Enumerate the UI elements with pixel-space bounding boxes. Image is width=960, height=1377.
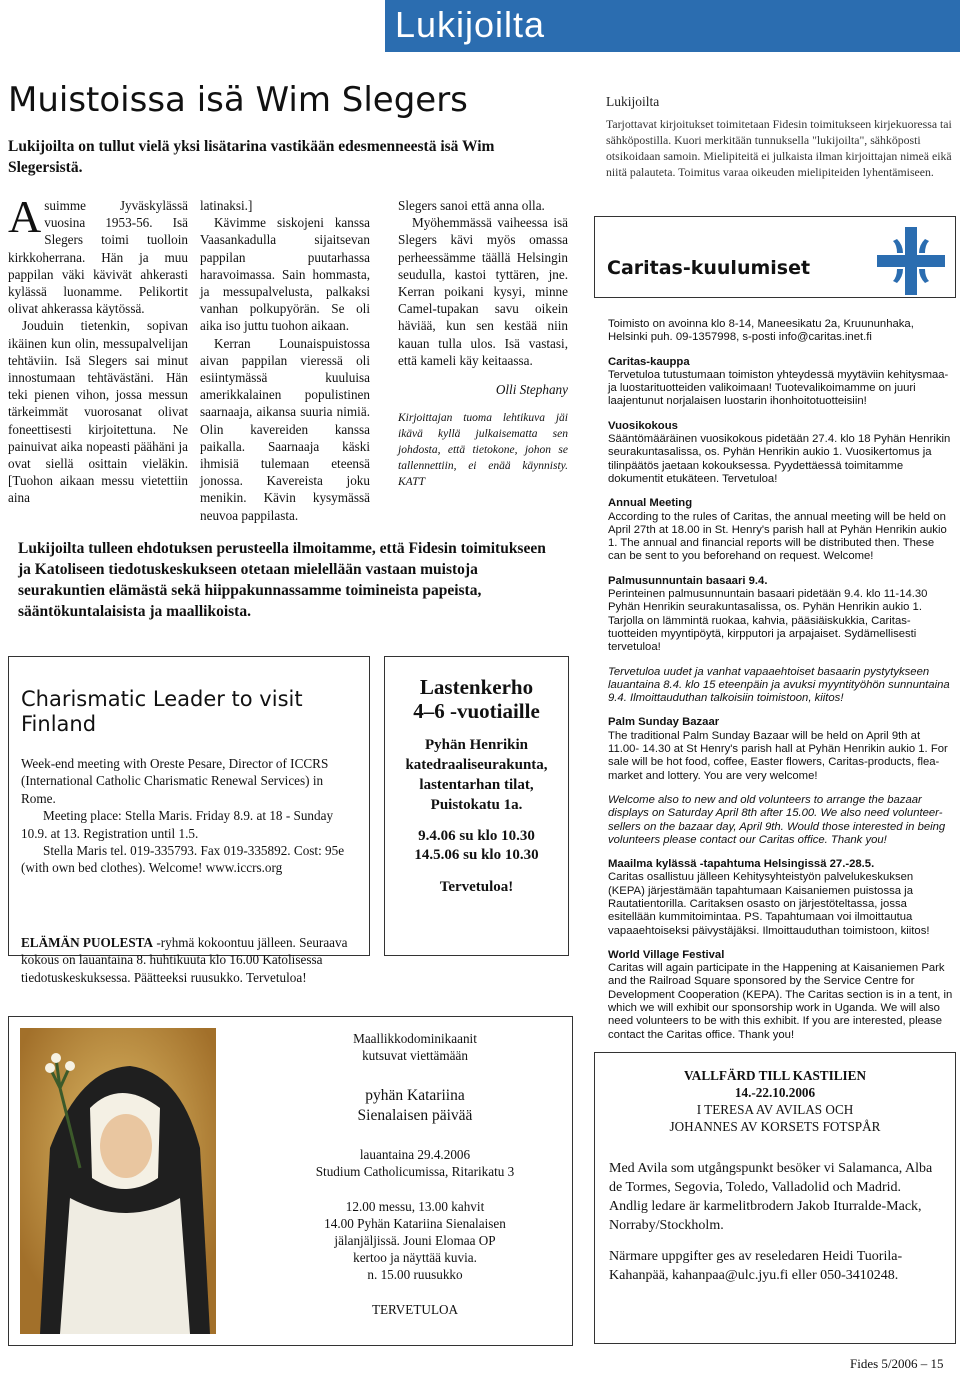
charismatic-title: Charismatic Leader to visit Finland [21, 687, 303, 736]
announcement: Lukijoilta tulleen ehdotuksen perusteella ilmoitamme, että Fidesin toimitukseen ja Katoliseen tiedotuskeskukseen otetaan mielellään vastaan muistoja seurakuntien elämästä sekä hiippakunnassamme toimineista papeista, sääntökuntalaisista ja maallikoista. [18, 540, 546, 620]
caritas-item: Maailma kylässä -tapahtuma Helsingissä 27.-28.5. Caritas osallistuu jälleen Kehitysyhteistyön palvelukeskuksen (KEPA) järjestämään tapahtumaan Kaisaniemen puistossa ja Rautatientorilla. Caritaksen osasto on järjestöteltassa, jossa esitellään kummitoimintaa. PS. Tapahtumaan voi ilmoittautua vapaaehtoiseksi päivystäjäksi. Ilmoittauduthan toimistoon, kiitos! [608, 858, 930, 937]
saint-catherine-painting [20, 1028, 216, 1334]
charismatic-paragraph: Week-end meeting with Oreste Pesare, Director of ICCRS (International Catholic Charismatic Renewal Services) in Rome. [21, 756, 329, 806]
article-column-2 [200, 197, 370, 524]
caritas-intro: Toimisto on avoinna klo 8-14, Maneesikatu 2a, Kruununhaka, Helsinki puh. 09-1357998, s-posti info@caritas.inet.fi [608, 318, 914, 344]
article-paragraph: Kävimme siskojeni kanssa Vaasankadulla sijaitsevan pappilan puutarhassa haravoimassa. Sain hommasta, ja messupalvelusta, palkaksi vanhan polkupyörän. Se oli aika iso juttu tuohon aikaan. [200, 215, 370, 334]
poster-program: 12.00 messu, 13.00 kahvit [345, 1199, 485, 1214]
vallfard-heading: VALLFÄRD TILL KASTILIEN 14.-22.10.2006 I TERESA AV AVILAS OCH JOHANNES AV KORSETS FOTSPÅR [669, 1068, 881, 1134]
caritas-item: World Village Festival Caritas will again participate in the Happening at Kaisaniemen Park and the Railroad Square sponsored by the Service Centre for Development Cooperation (KEPA). The Caritas section is in a tent, in which we will exhibit our sponsorship work in Uganda. We will also need volunteers to be with this exhibit. If you are interested, please contact the Caritas office. Thank you! [608, 948, 953, 1041]
article-lead: Lukijoilta on tullut vielä yksi lisätarina vastikään edesmenneestä isä Wim Slegersistä. [8, 138, 495, 176]
charismatic-leader-box [8, 656, 370, 985]
poster-program: n. 15.00 ruusukko [367, 1267, 463, 1282]
caritas-item: Palm Sunday Bazaar The traditional Palm Sunday Bazaar will be held on April 9th at 11.00- 14.30 at St Henry's parish hall at Pyhän Henrikin aukio 1. For sale will be hot food, coffee, Easter flowers, Caritas-products, flea-market and lottery. You are very welcome! [608, 716, 948, 782]
caritas-item: Annual Meeting According to the rules of Caritas, the annual meeting will be held on April 27th at 18.00 in St. Henry's parish hall at Pyhän Henrikin aukio 1. The annual and financial reports will be distributed then. These can be sent to you beforehand on request. Welcome! [608, 497, 947, 563]
vallfard-paragraph: Närmare uppgifter ges av reseledaren Heidi Tuorila-Kahanpää, kahanpaa@ulc.jyu.fi eller 050-3410248. [609, 1249, 903, 1283]
caritas-item: Caritas-kauppa Tervetuloa tutustumaan toimiston yhteydessä myytäviin kehitysmaa- ja luostarituotteiden valikoimaan! Tuotevalikoimamme on juuri laajentunut norjalaisen luostarin ihonhoitotuotteisiin! [608, 355, 949, 408]
charismatic-paragraph: Meeting place: Stella Maris. Friday 8.9. at 18 - Sunday 10.9. at 13. Registration until 1.5. [21, 808, 334, 841]
article-title: Muistoissa isä Wim Slegers [8, 80, 468, 120]
caritas-item: Vuosikokous Sääntömääräinen vuosikokous pidetään 27.4. klo 18 Pyhän Henrikin seurakuntasalissa, os. Pyhän Henrikin aukio 1. Vuosikertomus ja tilinpäätös jaetaan kokouksessa. Pyydettäessä toimitamme dokumentit etukäteen. Tervetuloa! [608, 419, 951, 485]
poster-line: kutsuvat viettämään [362, 1048, 468, 1063]
lukijoilta-info-text: Tarjottavat kirjoitukset toimitetaan Fidesin toimitukseen kirjekuoressa tai sähköpostilla. Kuori merkitään tunnuksella "lukijoilta", sähköposti otsikoidaan samoin. Mielipiteitä ei julkaista ilman kirjoittajan nimeä eikä niitä palauteta. Toimitus varaa oikeuden mielipiteiden lyhentämiseen. [606, 117, 952, 179]
poster-title: Sienalaisen päivää [357, 1107, 473, 1124]
vallfard-body [609, 1159, 939, 1297]
vallfard-paragraph: Med Avila som utgångspunkt besöker vi Salamanca, Alba de Tormes, Segovia, Toledo, Valladolid och Madrid. Andlig ledare är karmelitbrodern Jakob Iturralde-Mack, Norraby/Stockholm. [609, 1161, 933, 1233]
charismatic-body [21, 755, 361, 877]
poster-program: jälanjäljissä. Jouni Elomaa OP [334, 1233, 496, 1248]
caritas-header-box [594, 216, 956, 298]
lastenkerho-address: Pyhän Henrikin katedraaliseurakunta, lastentarhan tilat, Puistokatu 1a. [405, 737, 548, 813]
caritas-item: Palmusunnuntain basaari 9.4. Perinteinen palmusunnuntain basaari pidetään 9.4. klo 11-14.30 Pyhän Henrikin seurakuntasalissa, os. Pyhän Henrikin aukio 1. Tarjolla on lämmintä ruokaa, kahvia, pääsiäiskukkia, Caritas-tuotteiden myyntipöytä, kirpputori ja arpajaiset. Sydämellisesti tervetuloa! [608, 574, 928, 654]
article-footnote: Kirjoittajan tuoma lehtikuva jäi ikävä kyllä julkaisematta sen johdosta, että tietokone, johon se tallennettiin, ei enää käynnisty. KATT [398, 412, 568, 489]
charismatic-paragraph: Stella Maris tel. 019-335793. Fax 019-335892. Cost: 95e (with own bed clothes). Welcome! www.iccrs.org [21, 843, 345, 876]
lastenkerho-box [384, 656, 569, 956]
article-column-3 [398, 197, 568, 490]
poster-place: Studium Catholicumissa, Ritarikatu 3 [315, 1164, 515, 1179]
poster-title: pyhän Katariina [365, 1087, 465, 1104]
lastenkerho-title: Lastenkerho 4–6 -vuotiaille [413, 675, 540, 723]
article-paragraph: Kerran Lounaispuistossa aivan pappilan vieressä oli esiintymässä kuuluisa amerikkalainen populistinen saarnaaja, aikansa suuria nimiä. Olin kavereiden kanssa paikalla. Saarnaaja käski ihmisiä tulemaan eteensä jonossa. Kavereista joku menikin. Kävin kysymässä neuvoa pappilasta. [200, 335, 370, 523]
lastenkerho-dates: 9.4.06 su klo 10.30 14.5.06 su klo 10.30 [414, 828, 539, 863]
article-paragraph: Jouduin tietenkin, sopivan ikäinen kun olin, messupalvelijan tehtäviin. Isä Slegers sai minut innostumaan tehtävästäni. Hän teki pienen vihon, jossa messun tärkeimmät vuorosanat olivat foneettisesti kirjoitettuna. Ne painuivat aika nopeasti päähäni ja ovat siellä osittain vieläkin. [Tuohon aikaan messu vietettiin aina [8, 318, 188, 506]
article-paragraph: Myöhemmässä vaiheessa isä Slegers kävi myös omassa perheessämme täällä Helsingin seudulla, kastoi tyttären, jne. Kerran poikani kysyi, minne Camel-tupakan savu oikein häviää, kun sen kestää niin kauan tulla ulos. Isä vastasi, että kameli käy keitaassa. [398, 215, 568, 368]
drop-cap: A [8, 191, 42, 242]
elaman-puolesta-name: ELÄMÄN PUOLESTA [21, 935, 154, 950]
katariina-poster-text [260, 1030, 570, 1318]
article-column-1 [8, 191, 188, 507]
poster-date: lauantaina 29.4.2006 [359, 1147, 471, 1162]
caritas-cross-icon [875, 225, 947, 297]
article-paragraph: latinaksi.] [200, 198, 253, 213]
poster-program: kertoo ja näyttää kuvia. [353, 1250, 477, 1265]
caritas-news [608, 318, 953, 1053]
elaman-puolesta-notice: ELÄMÄN PUOLESTA -ryhmä kokoontuu jälleen. Seuraava kokous on lauantaina 8. huhtikuuta klo 16.00 Katolisessa tiedotuskeskuksessa. Päätteeksi ruusukko. Tervetuloa! [21, 935, 348, 985]
caritas-item: Tervetuloa uudet ja vanhat vapaaehtoiset basaarin pystytykseen lauantaina 8.4. klo 15 eteenpäin ja avuksi myyntityöhön sunnuntaina 9.4. Ilmoittauduthan talkoisiin toimistoon, kiitos! [608, 665, 950, 705]
caritas-title: Caritas-kuulumiset [607, 257, 811, 279]
caritas-item: Welcome also to new and old volunteers to arrange the bazaar displays on Saturday April 8th after 15.00. We also need volunteer-sellers on the bazaar day, April 9th. Would those interested in being volunteers please contact our Caritas office. Thank you! [608, 793, 946, 846]
section-header-bar [385, 0, 960, 52]
article-paragraph: Asuimme Jyväskylässä vuosina 1953-56. Isä Slegers toimi tuolloin kirkkoherrana. Hän ja muu pappilan väki kävivät ahkerasti kylässä luonamme. Pelikortit olivat ahkerassa käytössä. [8, 191, 188, 317]
vallfard-box [594, 1052, 956, 1344]
section-title: Lukijoilta [395, 4, 546, 45]
page-footer: Fides 5/2006 – 15 [850, 1356, 944, 1371]
poster-welcome: TERVETULOA [371, 1302, 459, 1317]
article-paragraph: Slegers sanoi että anna olla. [398, 198, 545, 213]
lukijoilta-info-heading: Lukijoilta [606, 94, 660, 109]
poster-program: 14.00 Pyhän Katariina Sienalaisen [324, 1216, 506, 1231]
article-signature: Olli Stephany [495, 382, 568, 398]
poster-line: Maallikkodominikaanit [353, 1031, 477, 1046]
lastenkerho-welcome: Tervetuloa! [439, 879, 514, 895]
